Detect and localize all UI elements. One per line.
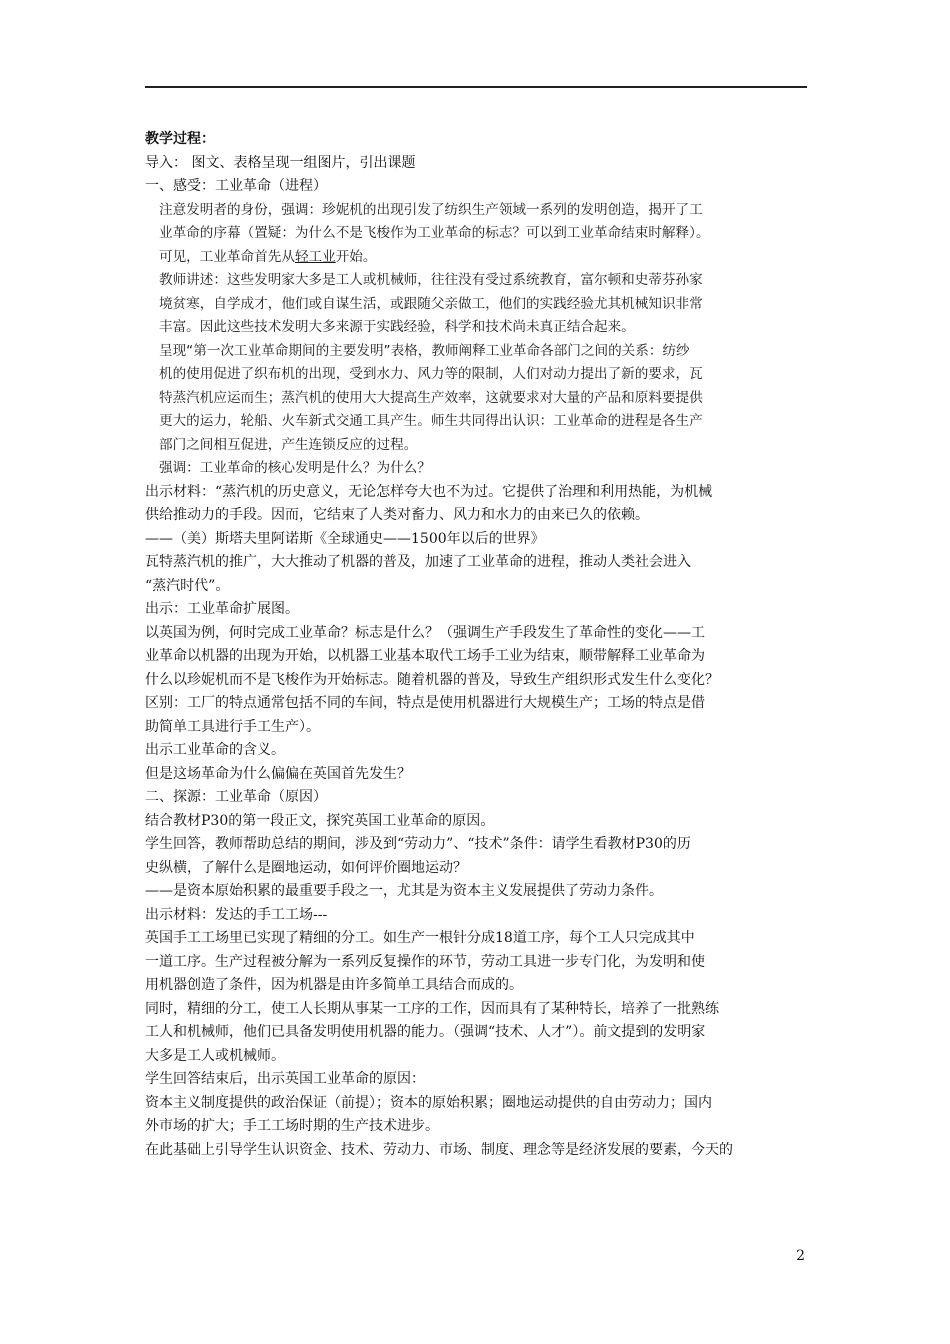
body-line: 瓦特蒸汽机的推广，大大推动了机器的普及，加速了工业革命的进程，推动人类社会进入: [145, 554, 691, 570]
body-line: 结合教材P30的第一段正文，探究英国工业革命的原因。: [145, 812, 495, 829]
underlined-term: 轻工业: [294, 248, 336, 265]
intro-line: 导入： 图文、表格呈现一组图片，引出课题: [145, 154, 416, 171]
box-line: 呈现“第一次工业革命期间的主要发明”表格，教师阐释工业革命各部门之间的关系：纺纱: [159, 342, 690, 359]
body-line: 一道工序。生产过程被分解为一系列反复操作的环节，劳动工具进一步专门化，为发明和使: [145, 953, 705, 970]
body-line: 以英国为例，何时完成工业革命？标志是什么？（强调生产手段发生了革命性的变化——工: [145, 624, 705, 641]
section-title-line: 二、探源：工业革命（原因）: [145, 789, 327, 805]
body-line: 史纵横，了解什么是圈地运动，如何评价圈地运动？: [145, 859, 467, 876]
box-line: 教师讲述：这些发明家大多是工人或机械师，往往没有受过系统教育，富尔顿和史蒂芬孙家: [159, 272, 703, 288]
header-rule: [145, 86, 807, 88]
body-line: 外市场的扩大；手工工场时期的生产技术进步。: [145, 1118, 439, 1134]
body-line: 在此基础上引导学生认识资金、技术、劳动力、市场、制度、理念等是经济发展的要素，今天的: [145, 1141, 733, 1158]
body-line: 学生回答，教师帮助总结的期间，涉及到“劳动力”、“技术”条件：请学生看教材P30的历: [145, 836, 691, 852]
body-line: 供给推动力的手段。因而，它结束了人类对畜力、风力和水力的由来已久的依赖。: [145, 507, 649, 523]
body-line: 出示工业革命的含义。: [145, 742, 285, 758]
box-line: 业革命的序幕（置疑：为什么不是飞梭作为工业革命的标志？可以到工业革命结束时解释）。: [159, 225, 710, 241]
body-line: 但是这场革命为什么偏偏在英国首先发生？: [145, 765, 411, 782]
body-line: 出示材料：发达的手工工场---: [145, 906, 328, 923]
body-line: 什么以珍妮机而不是飞梭作为开始标志。随着机器的普及，导致生产组织形式发生什么变化？: [145, 671, 719, 688]
box-text: 开始。: [335, 248, 377, 265]
body-line: 出示材料：“蒸汽机的历史意义，无论怎样夸大也不为过。它提供了治理和利用热能，为机械: [145, 483, 713, 500]
box-text: 可见，工业革命首先从: [159, 248, 295, 265]
body-line: 大多是工人或机械师。: [145, 1047, 285, 1064]
body-line: 英国手工工场里已实现了精细的分工。如生产一根针分成18道工序，每个工人只完成其中: [145, 930, 695, 946]
page-number: 2: [796, 1248, 805, 1264]
box-line: 更大的运力，轮船、火车新式交通工具产生。师生共同得出认识：工业革命的进程是各生产: [159, 413, 703, 429]
body-line: 同时，精细的分工，使工人长期从事某一工序的工作，因而具有了某种特长，培养了一批熟练: [145, 1000, 719, 1017]
section-heading: 教学过程：: [145, 131, 215, 147]
body-line: 出示：工业革命扩展图。: [145, 601, 299, 617]
box-line: 注意发明者的身份，强调：珍妮机的出现引发了纺织生产领域一系列的发明创造，揭开了工: [159, 201, 703, 218]
teacher-notes-box: [145, 199, 810, 481]
box-line: 丰富。因此这些技术发明大多来源于实践经验，科学和技术尚未真正结合起来。: [159, 319, 635, 335]
box-line-underlined: [159, 246, 810, 270]
intro-line: 一、感受：工业革命（进程）: [145, 178, 327, 194]
body-line: 资本主义制度提供的政治保证（前提）；资本的原始积累；圈地运动提供的自由劳动力；国内: [145, 1094, 712, 1111]
body-line: 助简单工具进行手工生产）。: [145, 718, 320, 735]
box-line: 强调：工业革命的核心发明是什么？为什么？: [159, 460, 431, 476]
box-line: 部门之间相互促进，产生连锁反应的过程。: [159, 436, 418, 453]
body-line: ——是资本原始积累的最重要手段之一，尤其是为资本主义发展提供了劳动力条件。: [145, 883, 663, 899]
body-line: 工人和机械师，他们已具备发明使用机器的能力。（强调“技术、人才”）。前文提到的发明家: [145, 1024, 706, 1040]
box-line: 境贫寒，自学成才，他们或自谋生活，或跟随父亲做工，他们的实践经验尤其机械知识非常: [159, 295, 703, 312]
citation-line: ——（美）斯塔夫里阿诺斯《全球通史——1500年以后的世界》: [145, 530, 545, 547]
body-line: 学生回答结束后，出示英国工业革命的原因：: [145, 1071, 425, 1087]
box-line: 机的使用促进了织布机的出现，受到水力、风力等的限制，人们对动力提出了新的要求，瓦: [159, 366, 703, 382]
body-line: 区别：工厂的特点通常包括不同的车间，特点是使用机器进行大规模生产；工场的特点是借: [145, 695, 705, 711]
body-line: “蒸汽时代”。: [145, 577, 230, 594]
box-line: 特蒸汽机应运而生；蒸汽机的使用大大提高生产效率，这就要求对大量的产品和原料要提供: [159, 389, 703, 406]
document-body: [145, 128, 810, 1162]
body-line: 业革命以机器的出现为开始，以机器工业基本取代工场手工业为结束，顺带解释工业革命为: [145, 648, 705, 664]
body-line: 用机器创造了条件，因为机器是由许多简单工具结合而成的。: [145, 977, 523, 993]
